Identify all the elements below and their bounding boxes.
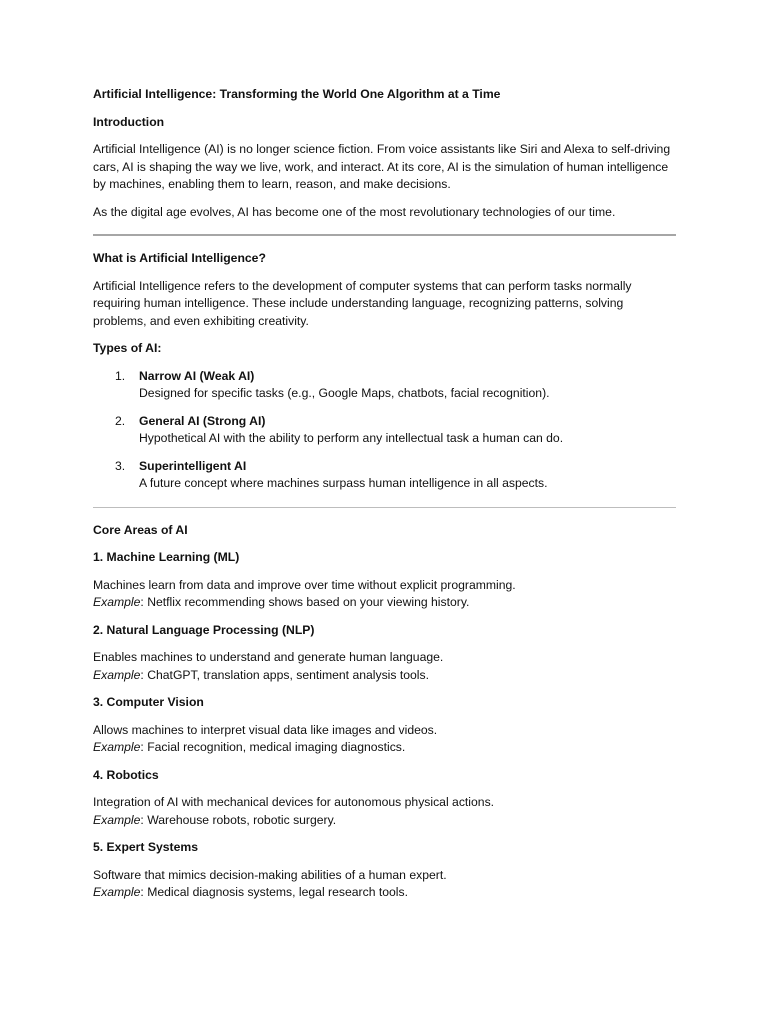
introduction-paragraph-1: Artificial Intelligence (AI) is no longer science fiction. From voice assistants like Siri and Alexa to self-driving cars, AI is shaping the way we live, work, and interact. At its core, AI is the simulation of human intelligence by machines, enabling them to learn, reason, and make decisions.	[93, 142, 671, 191]
core-area-example: : Netflix recommending shows based on your viewing history.	[140, 595, 470, 609]
types-of-ai-list	[93, 368, 676, 493]
core-area-nlp	[93, 622, 676, 685]
list-item-number: 2.	[115, 413, 126, 428]
document-title: Artificial Intelligence: Transforming the World One Algorithm at a Time	[93, 87, 501, 101]
core-areas-heading: Core Areas of AI	[93, 522, 188, 537]
core-area-body	[93, 722, 676, 757]
core-area-robotics	[93, 767, 676, 830]
what-is-ai-heading: What is Artificial Intelligence?	[93, 251, 266, 265]
core-area-heading: 5. Expert Systems	[93, 840, 199, 854]
introduction-heading: Introduction	[93, 114, 165, 129]
example-label: Example	[93, 740, 141, 754]
list-item-description: A future concept where machines surpass human intelligence in all aspects.	[139, 476, 548, 490]
list-item-title: Narrow AI (Weak AI)	[139, 368, 255, 383]
core-area-body	[93, 867, 676, 902]
core-area-expert-systems	[93, 839, 676, 902]
core-area-heading: 4. Robotics	[93, 767, 159, 782]
list-item	[93, 458, 676, 493]
core-area-machine-learning	[93, 549, 676, 612]
core-area-description: Machines learn from data and improve over time without explicit programming.	[93, 577, 516, 592]
core-area-computer-vision	[93, 694, 676, 757]
core-area-example: : Facial recognition, medical imaging diagnostics.	[140, 740, 406, 754]
core-area-body	[93, 794, 676, 829]
introduction-paragraph-2: As the digital age evolves, AI has become one of the most revolutionary technologies of our time.	[93, 204, 616, 219]
core-area-description: Enables machines to understand and generate human language.	[93, 650, 444, 664]
list-item-title: Superintelligent AI	[139, 458, 247, 473]
list-item-number: 1.	[115, 368, 126, 383]
core-area-description: Integration of AI with mechanical devices for autonomous physical actions.	[93, 795, 495, 809]
core-area-example: : ChatGPT, translation apps, sentiment analysis tools.	[140, 667, 429, 682]
example-label: Example	[93, 812, 141, 827]
types-of-ai-heading: Types of AI:	[93, 341, 162, 355]
list-item-number: 3.	[115, 458, 126, 473]
what-is-ai-paragraph: Artificial Intelligence refers to the development of computer systems that can perform tasks normally requiring human intelligence. These include understanding language, recognizing patterns, solving problems, and even exhibiting creativity.	[93, 278, 632, 328]
example-label: Example	[93, 885, 141, 899]
list-item	[93, 413, 676, 448]
core-area-description: Software that mimics decision-making abilities of a human expert.	[93, 867, 447, 882]
list-item-title: General AI (Strong AI)	[139, 413, 266, 428]
list-item-description: Designed for specific tasks (e.g., Google Maps, chatbots, facial recognition).	[139, 386, 550, 400]
core-area-heading: 3. Computer Vision	[93, 695, 204, 709]
core-area-example: : Medical diagnosis systems, legal research tools.	[140, 885, 408, 899]
core-area-heading: 2. Natural Language Processing (NLP)	[93, 622, 315, 637]
list-item	[93, 368, 676, 403]
core-area-heading: 1. Machine Learning (ML)	[93, 550, 240, 564]
core-area-example: : Warehouse robots, robotic surgery.	[140, 812, 337, 827]
example-label: Example	[93, 595, 141, 609]
document-page	[93, 86, 676, 912]
section-divider	[93, 234, 676, 236]
section-divider	[93, 507, 676, 508]
core-area-description: Allows machines to interpret visual data like images and videos.	[93, 722, 438, 737]
core-area-body	[93, 577, 676, 612]
core-area-body	[93, 649, 676, 684]
list-item-description: Hypothetical AI with the ability to perform any intellectual task a human can do.	[139, 431, 564, 445]
example-label: Example	[93, 667, 141, 682]
